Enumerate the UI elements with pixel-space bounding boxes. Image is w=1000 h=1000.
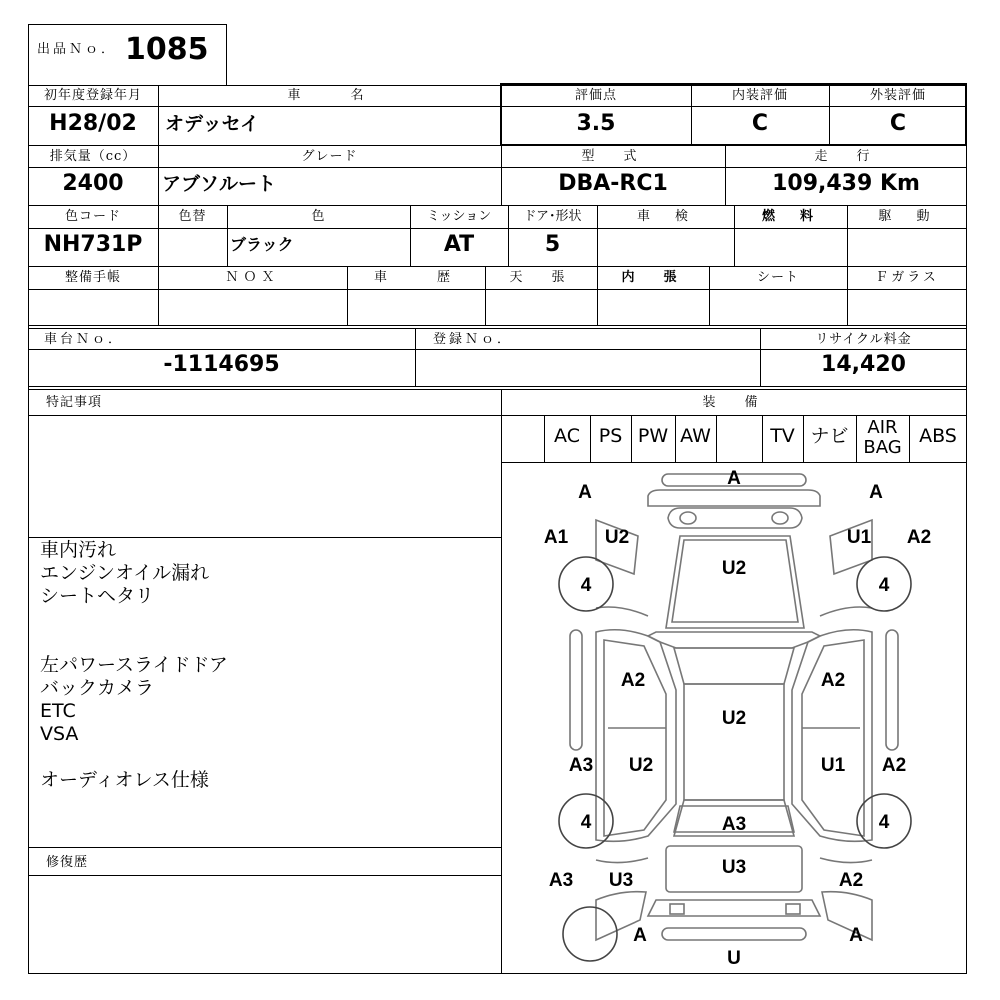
damage-label: A2 (838, 870, 864, 891)
score-label: 評価点 (574, 88, 617, 103)
damage-label: A3 (568, 755, 594, 776)
damage-label: 4 (580, 812, 592, 833)
damage-label: A (869, 482, 883, 503)
damage-label: U1 (846, 527, 872, 548)
damage-label: A2 (820, 670, 846, 691)
damage-label: 4 (878, 812, 890, 833)
score-value: 3.5 (576, 111, 616, 136)
fglass-label: Ｆガラス (875, 270, 939, 285)
damage-label: U3 (721, 857, 747, 878)
interior-label: 内装評価 (731, 88, 788, 103)
equipment-label: 装 備 (702, 395, 766, 410)
damage-label: U2 (628, 755, 654, 776)
damage-label: 4 (580, 575, 592, 596)
damage-label: A1 (543, 527, 569, 548)
grade-value: アブソルート (162, 173, 277, 195)
mission-value: AT (443, 232, 475, 257)
chassis-value: -1114695 (163, 352, 280, 377)
damage-label: A2 (881, 755, 907, 776)
color-value: ブラック (230, 235, 294, 254)
damage-label: U2 (721, 558, 747, 579)
damage-label: A2 (906, 527, 932, 548)
lot-label: 出品Ｎｏ． (37, 42, 118, 57)
chassis-label: 車台Ｎｏ． (44, 332, 125, 347)
first-reg-label: 初年度登録年月 (43, 88, 142, 103)
exterior-value: C (889, 111, 907, 136)
inspection-label: 車 検 (636, 209, 694, 224)
equipment-navi: ナビ (810, 425, 849, 447)
equipment-pw: PW (637, 425, 669, 447)
displacement-value: 2400 (62, 171, 124, 196)
damage-label: A (633, 925, 647, 946)
damage-label: A3 (721, 814, 747, 835)
mission-label: ミッション (426, 209, 492, 224)
interior-value: C (751, 111, 769, 136)
damage-label: U2 (604, 527, 630, 548)
repair-label: 修復歴 (46, 855, 89, 870)
damage-label: A (578, 482, 592, 503)
damage-label: A2 (620, 670, 646, 691)
nox-label: ＮＯＸ (225, 270, 280, 285)
damage-label: A3 (548, 870, 574, 891)
damage-label: A (849, 925, 863, 946)
car-name-label: 車 名 (287, 88, 372, 103)
recycle-value: 14,420 (821, 352, 906, 377)
equipment-ac: AC (554, 425, 580, 447)
equipment-ps: PS (598, 425, 623, 447)
equipment-airbag: AIR BAG (863, 417, 902, 458)
maintenance-label: 整備手帳 (64, 270, 121, 285)
lot-number: 1085 (125, 32, 209, 67)
damage-label: U (727, 948, 741, 969)
equipment-tv: TV (770, 425, 795, 447)
car-name-value: オデッセイ (165, 113, 260, 135)
grade-label: グレード (301, 149, 358, 164)
special-label: 特記事項 (46, 395, 103, 410)
mileage-value: 109,439 Km (772, 171, 920, 196)
exterior-label: 外装評価 (869, 88, 926, 103)
color-code-value: NH731P (43, 232, 143, 257)
drive-label: 駆 動 (878, 209, 936, 224)
repaint-label: 色替 (178, 209, 207, 224)
displacement-label: 排気量（cc） (49, 149, 137, 164)
first-reg-value: H28/02 (49, 111, 137, 136)
damage-label: 4 (878, 575, 890, 596)
damage-label: A (727, 468, 741, 489)
equipment-abs: ABS (919, 425, 957, 447)
color-code-label: 色コード (64, 209, 121, 224)
mileage-label: 走 行 (814, 149, 878, 164)
damage-label: U2 (721, 708, 747, 729)
door-label: ドア･形状 (523, 209, 582, 224)
notes-text: 車内汚れ エンジンオイル漏れ シートヘタリ 左パワースライドドア バックカメラ ETC VSA オーディオレス仕様 (40, 539, 228, 791)
model-value: DBA-RC1 (558, 171, 668, 196)
equipment-aw: AW (680, 425, 711, 447)
color-label: 色 (311, 209, 326, 224)
history-label: 車 歴 (373, 270, 458, 285)
door-value: 5 (544, 232, 561, 257)
damage-label: U1 (820, 755, 846, 776)
model-label: 型 式 (581, 149, 645, 164)
seat-label: シート (756, 270, 799, 285)
fuel-label: 燃 料 (761, 209, 819, 224)
sunroof-label: 天 張 (509, 270, 573, 285)
interior-roof-label: 内 張 (621, 270, 685, 285)
recycle-label: リサイクル料金 (815, 332, 912, 347)
damage-label: U3 (608, 870, 634, 891)
regno-label: 登録Ｎｏ． (433, 332, 514, 347)
